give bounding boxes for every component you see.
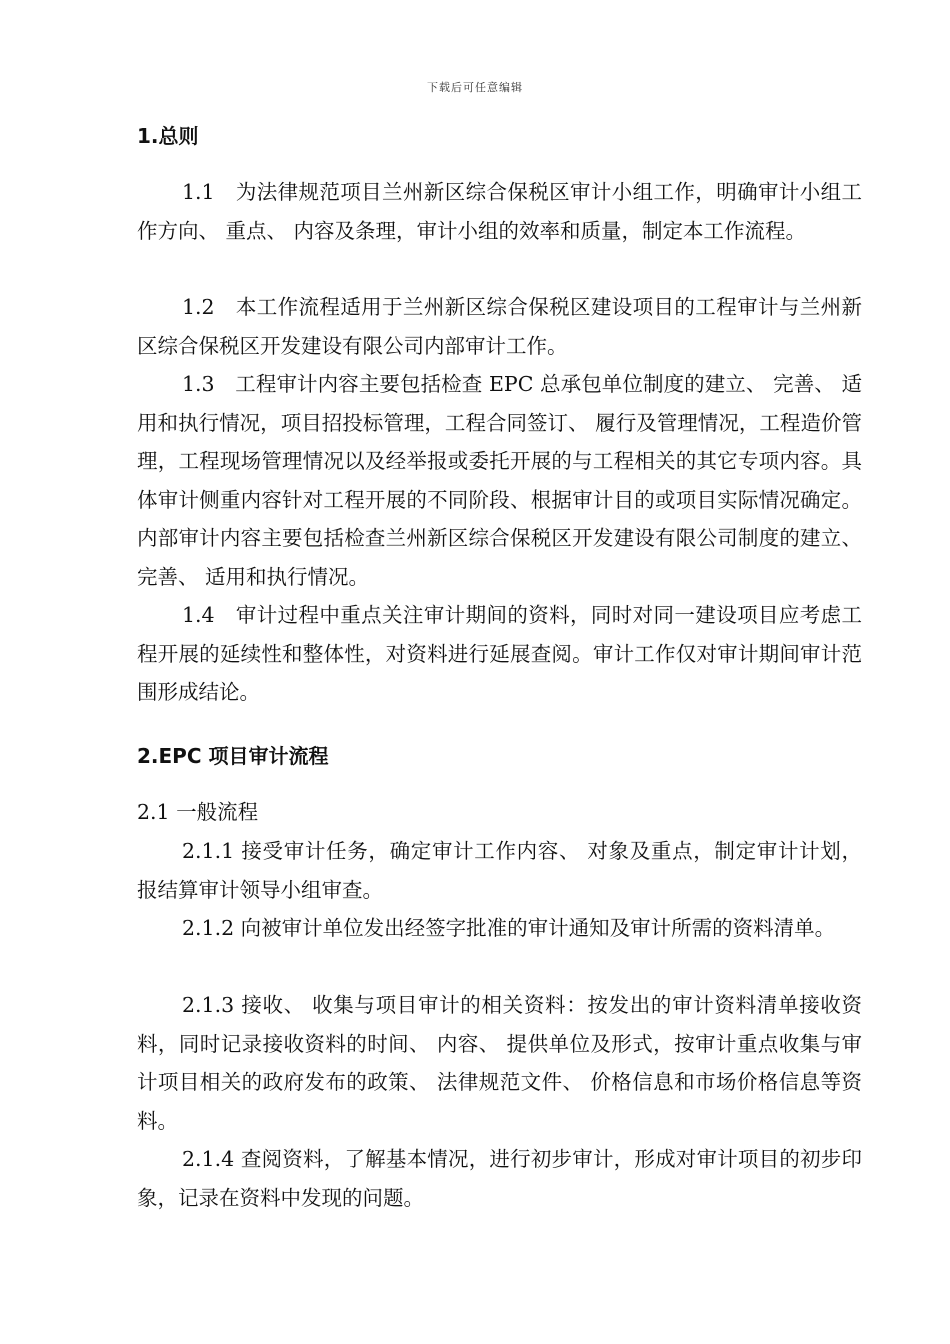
subsection-2-1-title: 2.1 一般流程 (137, 800, 259, 824)
header-note: 下载后可任意编辑 (427, 81, 523, 94)
section-2-title: 2.EPC 项目审计流程 (137, 744, 329, 768)
paragraph-2-1-1: 2.1.1 接受审计任务，确定审计工作内容、 对象及重点，制定审计计划，报结算审计领导小组审查。 (137, 839, 862, 902)
paragraph-1-2: 1.2 本工作流程适用于兰州新区综合保税区建设项目的工程审计与兰州新区综合保税区开发建设有限公司内部审计工作。 (137, 295, 862, 358)
paragraph-1-3: 1.3 工程审计内容主要包括检查 EPC 总承包单位制度的建立、 完善、 适用和执行情况，项目招投标管理，工程合同签订、 履行及管理情况，工程造价管理，工程现场管理情况以及经举报或委托开展的与工程相关的其它专项内容。具体审计侧重内容针对工程开展的不同阶段、根据审计目的或项目实际情况确定。内部审计内容主要包括检查兰州新区综合保税区开发建设有限公司制度的建立、 完善、 适用和执行情况。 (137, 372, 862, 589)
section-1-title: 1.总则 (137, 124, 199, 148)
paragraph-2-1-3: 2.1.3 接收、 收集与项目审计的相关资料：按发出的审计资料清单接收资料，同时记录接收资料的时间、 内容、 提供单位及形式，按审计重点收集与审计项目相关的政府发布的政策、 法律规范文件、 价格信息和市场价格信息等资料。 (137, 993, 862, 1133)
paragraph-1-4: 1.4 审计过程中重点关注审计期间的资料，同时对同一建设项目应考虑工程开展的延续性和整体性，对资料进行延展查阅。审计工作仅对审计期间审计范围形成结论。 (137, 603, 862, 704)
paragraph-1-1: 1.1 为法律规范项目兰州新区综合保税区审计小组工作，明确审计小组工作方向、 重点、 内容及条理，审计小组的效率和质量，制定本工作流程。 (137, 180, 862, 243)
paragraph-2-1-4: 2.1.4 查阅资料，了解基本情况，进行初步审计，形成对审计项目的初步印象，记录在资料中发现的问题。 (137, 1147, 862, 1210)
paragraph-2-1-2: 2.1.2 向被审计单位发出经签字批准的审计通知及审计所需的资料清单。 (182, 916, 836, 940)
